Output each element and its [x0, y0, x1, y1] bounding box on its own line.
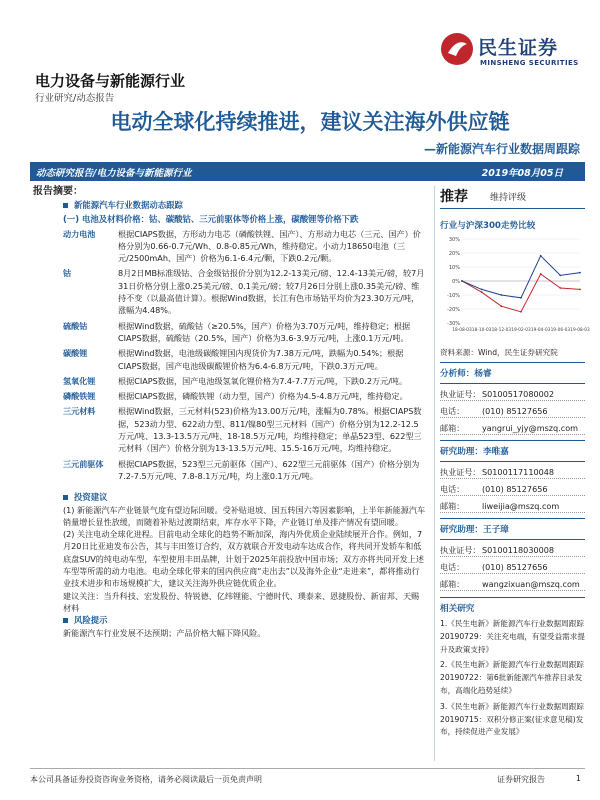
price-row: [63, 375, 426, 387]
divider: [440, 208, 585, 209]
data-point: [540, 255, 542, 257]
data-point: [540, 273, 542, 275]
divider: [440, 383, 585, 384]
band-date: 2019年08月05日: [481, 168, 563, 179]
section-heading-risk: 风险提示: [63, 614, 426, 626]
analyst-role: 分析师：: [440, 369, 475, 379]
x-tick-label: 19-04-03: [530, 328, 551, 333]
report-type: 行业研究/动态报告: [35, 93, 115, 104]
price-row-text: 根据CIAPS数据，方形动力电芯（磷酸铁锂、国产）、方形动力电芯（三元、国产）价格分别为0.66-0.7元/Wh、0.8-0.85元/Wh，维持稳定。小动力18650电池（三元/2500mAh、国产）价格为6.1-6.4元/颗，下跌0.2元/颗。: [118, 228, 421, 264]
phone-number: (010) 85127656: [482, 562, 548, 572]
related-title: 相关研究: [440, 604, 475, 614]
related-item[interactable]: 2.《民生电新》新能源汽车行业数据周跟踪20190722：第6批新能源汽车推荐目录发布，高端化趋势延续》: [440, 660, 584, 695]
phone-label: 电话：: [440, 406, 465, 416]
price-row-text: 根据Wind数据，硫酸钴（≥20.5%，国产）价格为3.70万元/吨，维持稳定；根据CIAPS数据，硫酸钴（20.5%，国产）价格为3.6-3.9万元/吨，上涨0.1万元/吨。: [118, 320, 411, 343]
footer: [30, 768, 585, 784]
divider: [440, 597, 585, 598]
trend-chart: [440, 235, 590, 339]
analyst-role: 研究助理：: [440, 447, 483, 457]
x-tick-label: 19-02-03: [511, 328, 531, 333]
summary-column: [33, 186, 426, 639]
y-tick-label: 10%: [448, 265, 460, 271]
price-row: [63, 347, 426, 372]
chart-source: 资料来源：Wind，民生证券研究院: [440, 348, 558, 357]
price-row-label: 三元材料: [63, 406, 96, 417]
cert-label: 执业证号：: [440, 467, 481, 477]
price-row: [63, 390, 426, 402]
band-category: 动态研究报告/电力设备与新能源行业: [36, 168, 192, 179]
price-rows: [63, 228, 426, 483]
divider: [440, 440, 585, 441]
logo-text-cn: 民生证券: [478, 37, 559, 59]
data-point: [500, 294, 502, 296]
invest-paragraph-1: (1) 新能源汽车产业链景气度有望边际回暖。受补贴退坡、国五转国六等因素影响，上半年新能源汽车销量增长显性放缓，而随着补贴过渡期结束，库存水平下降，产业链订单及排产情况有望回暖。: [63, 504, 426, 527]
analyst-name: 李唯嘉: [482, 447, 509, 457]
price-row: [63, 267, 426, 316]
section-heading-invest: 投资建议: [63, 491, 426, 503]
price-row: [63, 405, 426, 454]
x-tick-label: 18-12-03: [491, 328, 512, 333]
email-link[interactable]: liweijia@mszq.com: [482, 501, 560, 511]
company-logo: [440, 32, 580, 80]
footer-series: 证券研究报告: [497, 775, 545, 784]
square-bullet-icon: [63, 618, 68, 623]
data-point: [579, 272, 581, 274]
phone-number: (010) 85127656: [482, 406, 548, 416]
industry-title: 电力设备与新能源行业: [35, 72, 186, 90]
y-tick-label: -30%: [447, 321, 460, 327]
header-band: [30, 162, 585, 181]
email-label: 邮箱：: [440, 579, 465, 589]
x-tick-label: 18-10-03: [471, 328, 492, 333]
price-row-text: 根据Wind数据，三元材料(523)价格为13.00万元/吨，涨幅为0.78%。根据CIAPS数据，523动力型、622动力型、811/镍80型三元材料（国产）价格分别为12.2-12.5万元/吨、13.3-13.5万元/吨、18-18.5万元/吨，均维持稳定；单晶523型、622型三元材料（国产）价格分别为13-13.5万元/吨、15.5-16万元/吨，均维持稳定。: [118, 406, 422, 454]
analyst-name: 王子璋: [482, 525, 509, 535]
logo-text-en: MINSHENG SECURITIES: [480, 59, 579, 67]
x-tick-label: 19-08-03: [570, 328, 590, 333]
page-number: 1: [575, 774, 581, 783]
data-point: [559, 275, 561, 277]
y-tick-label: -20%: [447, 307, 460, 313]
y-tick-label: -10%: [447, 293, 460, 299]
email-link[interactable]: yangrui_yjy@mszq.com: [482, 423, 579, 433]
divider: [440, 362, 585, 363]
section-subheading: (一) 电池及材料价格：钴、碳酸钴、三元前驱体等价格上涨，碳酸锂等价格下跌: [63, 214, 359, 225]
price-row-label: 三元前驱体: [63, 458, 104, 469]
price-row-label: 硫酸钴: [63, 320, 88, 331]
price-row-text: 8月2日MB标准级钴、合金级钴报价分别为12.2-13美元/磅、12.4-13美元/磅，较7月31日价格分别上涨0.25美元/磅、0.1美元/磅；较7月26日分别上涨0.35美元/磅、维持不变（以最高值计算）。根据Wind数据，长江有色市场钴平均价为23.30万元/吨，涨幅为4.48%。: [118, 268, 425, 316]
price-row-text: 根据CIAPS数据，磷酸铁锂（动力型，国产）价格为4.5-4.8万元/吨，维持稳定。: [118, 391, 408, 402]
price-row: [63, 320, 426, 345]
analyst-list: [440, 362, 585, 591]
y-tick-label: 20%: [448, 251, 460, 257]
series-line: [462, 274, 580, 312]
data-point: [520, 297, 522, 299]
report-subtitle: —新能源汽车行业数据周跟踪: [423, 142, 580, 156]
column-divider: [434, 186, 435, 761]
cert-label: 执业证号：: [440, 389, 481, 399]
x-tick-label: 18-08-03: [452, 328, 472, 333]
email-label: 邮箱：: [440, 423, 465, 433]
recommend-label: 推荐: [440, 189, 468, 205]
invest-paragraph-3: 建议关注：当升科技、宏发股份、特锐德、亿纬锂能、宁德时代、璞泰来、恩捷股份、新宙邦、天赐材料: [63, 590, 420, 613]
data-point: [579, 289, 581, 291]
phone-label: 电话：: [440, 562, 465, 572]
square-bullet-icon: [63, 495, 68, 500]
data-point: [520, 311, 522, 313]
y-tick-label: 0%: [452, 279, 460, 285]
invest-paragraph-2: (2) 关注电动全球化进程。目前电动全球化的趋势不断加深，海内外优质企业陆续展开合作。例如，7月20日比亚迪发布公告，其与丰田签订合约，双方就联合开发电动车达成合作，将共同开发轿车和低底盘SUV的纯电动车型，车型使用丰田品牌，计划于2025年前投放中国市场；双方亦将共同开发上述车型等所需的动力电池。电动全球化带来的国内供应商“走出去”以及海外企业“走进来”，都将推动行业技术进步和市场规模扩大，建议关注海外供应链优质企业。: [63, 529, 424, 589]
risk-paragraph: 新能源汽车行业发展不达预期；产品价格大幅下降风险。: [63, 627, 266, 638]
data-point: [500, 305, 502, 307]
price-row-text: 根据CIAPS数据，523型三元前驱体（国产）、622型三元前驱体（国产）价格分别为7.2-7.5万元/吨、7.8-8.1万元/吨，均上涨0.1万元/吨。: [118, 458, 420, 481]
report-title: 电动全球化持续推进，建议关注海外供应链: [110, 110, 510, 134]
phone-label: 电话：: [440, 484, 465, 494]
cert-number: S0100117110048: [482, 467, 555, 477]
price-row: [63, 458, 426, 483]
data-point: [461, 280, 463, 282]
analyst-name: 杨睿: [474, 369, 492, 379]
price-row-text: 根据Wind数据，电池级碳酸锂国内现货价为7.38万元/吨，跌幅为0.54%；根据CIAPS数据，国产电池级碳酸锂价格为6.4-6.8万元/吨，下跌0.3万元/吨。: [118, 348, 404, 371]
data-point: [559, 287, 561, 289]
divider: [440, 461, 585, 462]
cert-number: S0100517080002: [482, 389, 555, 399]
price-row-label: 碳酸锂: [63, 348, 88, 359]
square-bullet-icon: [63, 203, 68, 208]
y-tick-label: 30%: [448, 237, 460, 243]
related-item[interactable]: 3.《民生电新》新能源汽车行业数据周跟踪20190715：双积分修正案(征求意见稿)发布，持续促进产业发展》: [440, 701, 584, 737]
divider: [440, 518, 585, 519]
price-row-label: 磷酸铁锂: [63, 391, 96, 402]
summary-heading: 报告摘要：: [33, 186, 83, 197]
analyst-block: [440, 362, 585, 435]
sidebar: [440, 186, 590, 742]
analyst-role: 研究助理：: [440, 525, 483, 535]
price-row-text: 根据CIAPS数据，国产电池级氢氧化锂价格为7.4-7.7万元/吨，下跌0.2万元/吨。: [118, 375, 408, 386]
related-list: [440, 618, 585, 739]
data-point: [481, 289, 483, 291]
divider: [440, 539, 585, 540]
phone-number: (010) 85127656: [482, 484, 548, 494]
cert-number: S0100118030008: [482, 545, 555, 555]
related-item[interactable]: 1.《民生电新》新能源汽车行业数据周跟踪20190729：关注充电端，有望受益需求提升及政策支持》: [440, 619, 585, 654]
chart-title: 行业与沪深300走势比较: [440, 221, 536, 231]
rating-label: 维持评级: [490, 193, 527, 203]
price-row-label: 钴: [63, 268, 72, 279]
section-heading-data: 新能源汽车行业数据动态跟踪: [63, 199, 426, 211]
analyst-block: [440, 518, 585, 591]
price-row: [63, 228, 426, 265]
minsheng-logo-icon: [440, 32, 474, 66]
email-link[interactable]: wangzixuan@mszq.com: [482, 579, 580, 589]
email-label: 邮箱：: [440, 501, 465, 511]
analyst-block: [440, 440, 585, 513]
data-point: [481, 291, 483, 293]
cert-label: 执业证号：: [440, 545, 481, 555]
price-row-label: 氢氧化锂: [63, 375, 96, 386]
footer-disclaimer: 本公司具备证券投资咨询业务资格，请务必阅读最后一页免责声明: [30, 775, 262, 784]
price-row-label: 动力电池: [63, 228, 96, 239]
x-tick-label: 19-06-03: [550, 328, 571, 333]
